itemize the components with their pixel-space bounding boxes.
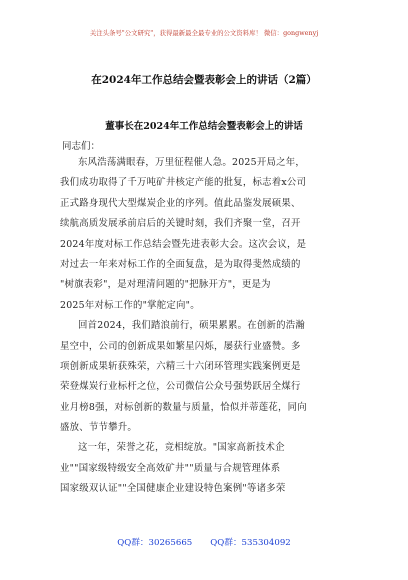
paragraph-line: 2024年度对标工作总结会暨先进表彰大会。这次会议，是 [60, 238, 307, 250]
paragraph-line: 正式路身现代大型煤炭企业的序列。值此品鉴发展硕果、 [60, 197, 301, 209]
footer-qq-group-1: QQ群：30265665 [117, 538, 193, 548]
paragraph-line: 业月榜8强，对标创新的数量与质量，恰似并蒂莲花，同向 [60, 401, 307, 413]
document-title: 在2024年工作总结会暨表彰会上的讲话（2篇） [91, 74, 317, 86]
paragraph-line: 续航高质发展承前启后的关键时刻，我们齐聚一堂，召开 [60, 218, 301, 230]
paragraph-line: 国家级双认证""全国健康企业建设特色案例"等诸多荣 [60, 483, 286, 495]
paragraph-line: 项创新成果斩获殊荣，六精三十六闭环管理实践案例更是 [60, 360, 301, 372]
paragraph-line: 对过去一年来对标工作的全面复盘，是为取得斐然成绩的 [60, 258, 301, 270]
paragraph-line: 我们成功取得了千万吨矿井核定产能的批复，标志着x公司 [60, 177, 307, 189]
paragraph-line: 星空中，公司的创新成果如繁星闪烁，屡获行业盛赞。多 [60, 340, 301, 352]
speech-title: 董事长在2024年工作总结会暨表彰会上的讲话 [105, 121, 303, 132]
paragraph-line: 2025年对标工作的"掌舵定向"。 [60, 299, 200, 311]
footer-qq-groups [0, 536, 408, 548]
paragraph-line: 回首2024，我们踏浪前行，硕果累累。在创新的浩瀚 [78, 320, 305, 332]
paragraph-line: 荣登煤炭行业标杆之位，公司微信公众号强势跃居全煤行 [60, 381, 301, 393]
paragraph-line: 东风浩荡满眼春，万里征程催人急。2025开局之年， [78, 157, 305, 168]
paragraph-line: 盛放、节节攀升。 [60, 422, 138, 434]
paragraph-line: 这一年，荣誉之花，竞相绽放。"国家高新技术企 [78, 442, 285, 454]
paragraph-line: 业""国家级特级安全高效矿井""质量与合规管理体系 [60, 462, 281, 474]
speech-body [60, 153, 352, 500]
header-promo-note: 关注头条号"公文研究"，获得最新最全最专业的公文资料库！ 微信：gongwenyj [89, 29, 319, 37]
footer-qq-group-2: QQ群：535304092 [210, 538, 291, 548]
salutation: 同志们： [62, 141, 101, 152]
paragraph-line: "树旗表彩"，是对理清问题的"把脉开方"，更是为 [60, 279, 271, 291]
